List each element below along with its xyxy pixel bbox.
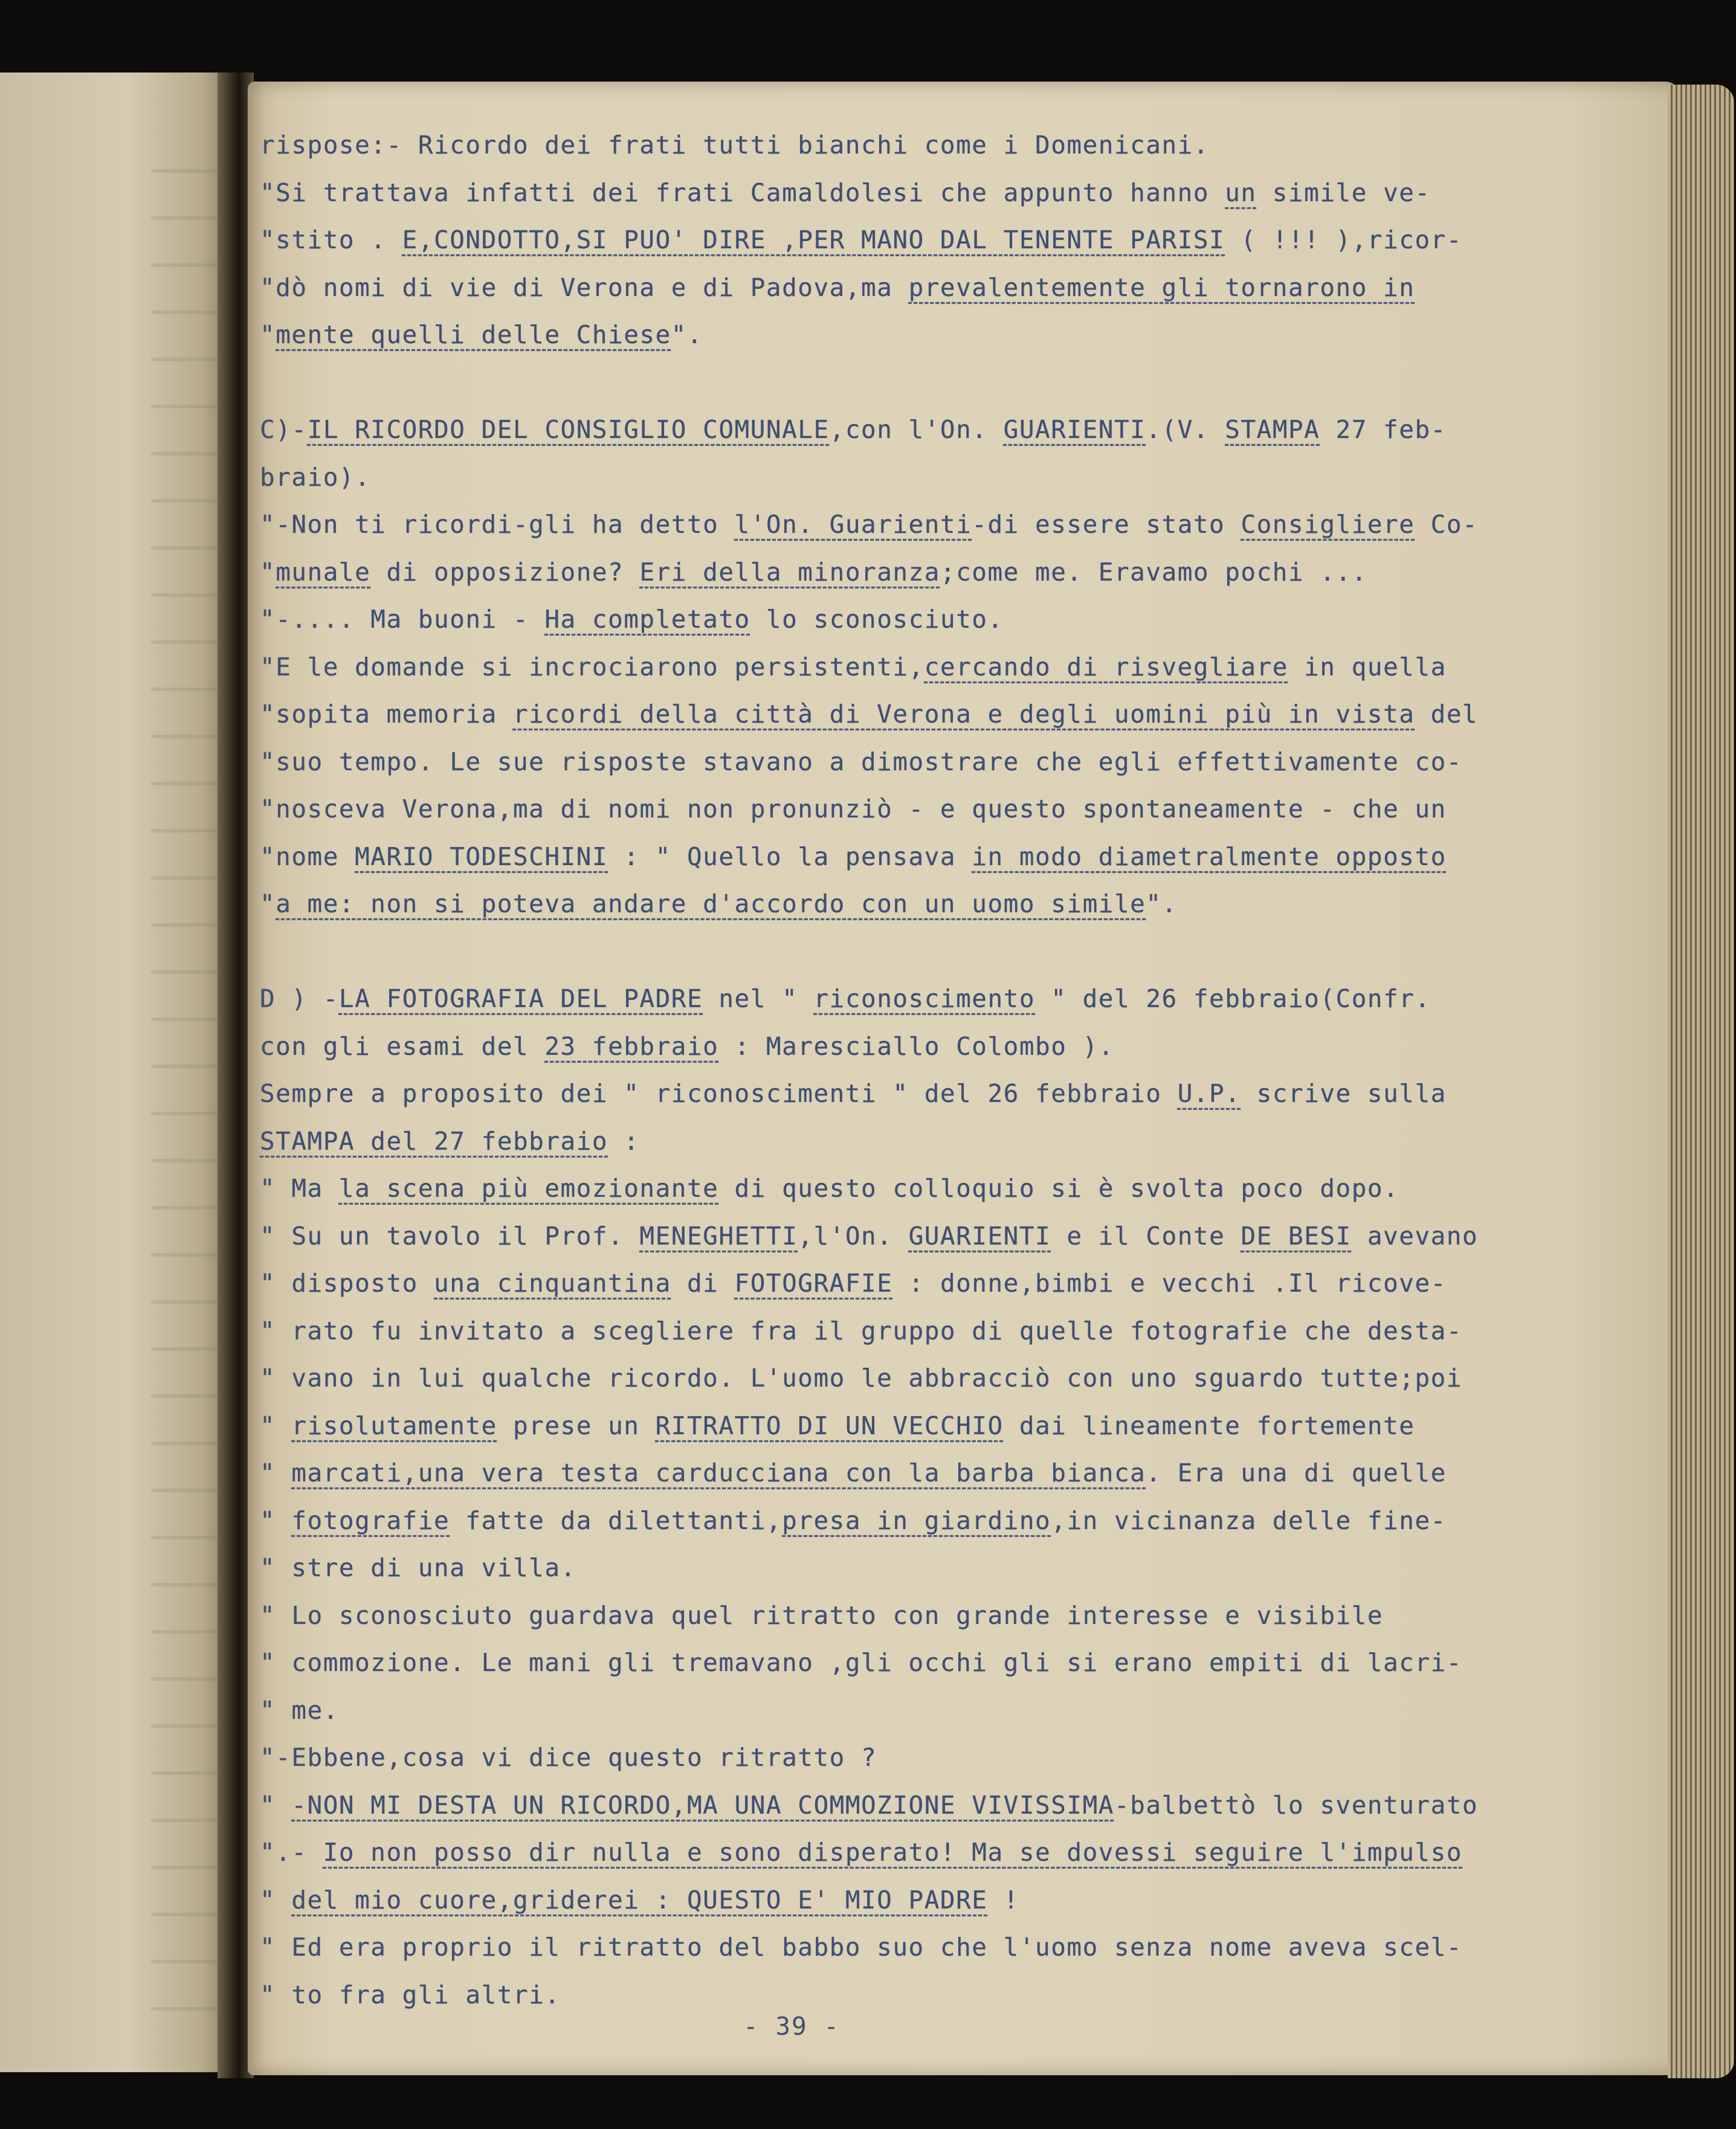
text-segment: -balbettò lo sventurato [1114, 1790, 1479, 1820]
text-segment: Co- [1415, 510, 1479, 539]
text-segment: " Lo sconosciuto guardava quel ritratto con grande interesse e visibile [260, 1600, 1384, 1630]
text-segment: 27 feb- [1320, 415, 1447, 444]
text-segment: " stre di una villa. [260, 1553, 576, 1582]
text-line [260, 1363, 1462, 1393]
text-segment: con gli esami del [260, 1031, 545, 1061]
underlined-segment: cercando di risvegliare [924, 652, 1288, 681]
text-line [260, 320, 703, 350]
underlined-segment: RITRATTO DI UN VECCHIO [655, 1411, 1004, 1440]
underlined-segment: Ha completato [544, 605, 750, 634]
text-segment: "Si trattava infatti dei frati Camaldolesi che appunto hanno [260, 178, 1225, 207]
text-segment: " [260, 1458, 292, 1487]
text-segment: ,l'On. [798, 1221, 909, 1251]
text-segment: " [260, 889, 276, 918]
text-segment: ,con l'On. [829, 415, 1004, 444]
text-line [260, 652, 1447, 682]
underlined-segment: un [1225, 178, 1257, 207]
underlined-segment: STAMPA [1225, 415, 1320, 444]
text-segment: " [260, 1790, 292, 1820]
underlined-segment: GUARIENTI [908, 1221, 1051, 1251]
page-edges [1668, 85, 1734, 2078]
text-segment: e il Conte [1051, 1221, 1241, 1251]
text-line [260, 1980, 561, 2010]
underlined-segment: MENEGHETTI [639, 1221, 798, 1251]
text-line [260, 1600, 1383, 1631]
text-line [260, 414, 1447, 445]
text-segment: dai lineamente fortemente [1003, 1411, 1415, 1440]
text-line [260, 842, 1447, 872]
text-segment: D ) - [260, 984, 339, 1013]
text-segment: "nome [260, 842, 355, 871]
text-line [260, 1506, 1447, 1536]
text-segment: di opposizione? [370, 557, 640, 587]
underlined-segment: -NON MI DESTA UN RICORDO,MA UNA COMMOZIONE VIVISSIMA [291, 1790, 1114, 1820]
text-segment: ( !!! ),ricor- [1225, 225, 1463, 254]
text-segment: "-Non ti ricordi-gli ha detto [260, 510, 735, 539]
underlined-segment: STAMPA del 27 febbraio [260, 1126, 608, 1156]
underlined-segment: Consigliere [1241, 510, 1415, 539]
text-line [260, 1031, 1114, 1061]
text-segment: .(V. [1146, 415, 1225, 444]
text-line [260, 1126, 639, 1156]
text-line [260, 1458, 1447, 1488]
underlined-segment: U.P. [1177, 1079, 1241, 1108]
text-segment: " del 26 febbraio(Confr. [1035, 984, 1431, 1013]
underlined-segment: ricordi della città di Verona e degli uomini più in vista [512, 700, 1415, 729]
text-segment: " me. [260, 1695, 339, 1725]
text-segment: scrive sulla [1241, 1079, 1447, 1108]
text-segment: " [260, 320, 276, 349]
text-line [260, 1790, 1478, 1820]
text-segment: "-Ebbene,cosa vi dice questo ritratto ? [260, 1743, 877, 1772]
text-segment: ;come me. Eravamo pochi ... [940, 557, 1367, 587]
text-segment: prese un [497, 1411, 656, 1440]
text-segment: " Ed era proprio il ritratto del babbo suo che l'uomo senza nome aveva scel- [260, 1933, 1462, 1962]
text-line [260, 1885, 1019, 1915]
underlined-segment: risolutamente [291, 1411, 497, 1440]
text-segment: " commozione. Le mani gli tremavano ,gli occhi gli si erano empiti di lacri- [260, 1648, 1462, 1677]
text-segment: " disposto [260, 1269, 434, 1298]
underlined-segment: Io non posso dir nulla e sono disperato! Ma se dovessi seguire l'impulso [323, 1838, 1463, 1867]
text-segment: in quella [1288, 652, 1447, 681]
text-line [260, 557, 1367, 587]
underlined-segment: riconoscimento [813, 984, 1036, 1013]
text-segment: ". [1146, 889, 1178, 918]
text-segment: lo sconosciuto. [750, 605, 1004, 634]
underlined-segment: marcati,una vera testa carducciana con la barba bianca [291, 1458, 1146, 1487]
underlined-segment: 23 febbraio [544, 1031, 719, 1061]
text-segment: del [1415, 700, 1479, 729]
text-segment: ".- [260, 1838, 323, 1867]
text-line [260, 178, 1431, 208]
text-segment: di questo colloquio si è svolta poco dopo. [718, 1174, 1399, 1203]
text-line [260, 509, 1478, 539]
text-segment: " Ma [260, 1174, 339, 1203]
text-line [260, 1553, 576, 1583]
text-line [260, 747, 1462, 777]
underlined-segment: fotografie [291, 1506, 450, 1535]
underlined-segment: la scena più emozionante [338, 1174, 719, 1203]
text-segment: "nosceva Verona,ma di nomi non pronunziò - e questo spontaneamente - che un [260, 794, 1447, 823]
text-line [260, 1837, 1462, 1867]
text-segment: " [260, 1885, 292, 1915]
text-segment: : Maresciallo Colombo ). [718, 1031, 1114, 1061]
text-line [260, 699, 1478, 729]
underlined-segment: a me: non si poteva andare d'accordo con un uomo simile [276, 889, 1146, 918]
text-line [260, 794, 1447, 824]
underlined-segment: mente quelli delle Chiese [276, 320, 671, 349]
text-line [260, 889, 1178, 919]
text-segment: "E le domande si incrociarono persistenti, [260, 652, 924, 681]
text-line [260, 130, 1209, 160]
text-segment: nel " [703, 984, 814, 1013]
text-line [260, 1695, 339, 1725]
text-segment: -di essere stato [972, 510, 1241, 539]
text-segment: " [260, 557, 276, 587]
underlined-segment: IL RICORDO DEL CONSIGLIO COMUNALE [307, 415, 830, 444]
text-line [260, 604, 1004, 634]
text-segment: "sopita memoria [260, 700, 513, 729]
text-segment: " to fra gli altri. [260, 1980, 561, 2009]
underlined-segment: munale [276, 557, 371, 587]
text-segment: " Su un tavolo il Prof. [260, 1221, 640, 1251]
text-line [260, 1316, 1462, 1346]
text-segment: "dò nomi di vie di Verona e di Padova,ma [260, 272, 909, 302]
text-line [260, 1932, 1462, 1962]
text-segment: braio). [260, 462, 371, 492]
text-segment: . Era una di quelle [1146, 1458, 1447, 1487]
text-segment: C)- [260, 415, 308, 444]
underlined-segment: l'On. Guarienti [734, 510, 972, 539]
text-segment: ! [987, 1885, 1019, 1915]
text-segment: : [608, 1126, 640, 1156]
text-segment: : " Quello la pensava [608, 842, 972, 871]
text-segment: rispose:- Ricordo dei frati tutti bianchi come i Domenicani. [260, 130, 1210, 159]
text-line [260, 272, 1415, 303]
text-segment: di [671, 1269, 735, 1298]
text-line [260, 1221, 1478, 1251]
text-line [260, 1411, 1415, 1441]
text-line [260, 1173, 1399, 1203]
text-line [260, 225, 1462, 255]
text-segment: ,in vicinanza delle fine- [1051, 1506, 1447, 1535]
text-segment: " [260, 1506, 292, 1535]
underlined-segment: una cinquantina [434, 1269, 671, 1298]
underlined-segment: del mio cuore,griderei : QUESTO E' MIO PADRE [291, 1885, 988, 1915]
text-line [260, 1268, 1447, 1298]
underlined-segment: in modo diametralmente opposto [972, 842, 1447, 871]
underlined-segment: FOTOGRAFIE [734, 1269, 893, 1298]
text-segment: Sempre a proposito dei " riconoscimenti " del 26 febbraio [260, 1079, 1178, 1108]
underlined-segment: presa in giardino [782, 1506, 1051, 1535]
text-line [260, 984, 1431, 1014]
underlined-segment: LA FOTOGRAFIA DEL PADRE [338, 984, 703, 1013]
underlined-segment: GUARIENTI [1003, 415, 1146, 444]
text-segment: " vano in lui qualche ricordo. L'uomo le abbracciò con uno sguardo tutte;poi [260, 1364, 1462, 1393]
text-line [260, 1647, 1462, 1678]
text-segment: ". [671, 320, 703, 349]
underlined-segment: E,CONDOTTO,SI PUO' DIRE ,PER MANO DAL TENENTE PARISI [402, 225, 1225, 254]
text-line [260, 1078, 1447, 1109]
text-segment: : donne,bimbi e vecchi .Il ricove- [892, 1269, 1447, 1298]
underlined-segment: Eri della minoranza [639, 557, 940, 587]
underlined-segment: MARIO TODESCHINI [355, 842, 608, 871]
underlined-segment: DE BESI [1241, 1221, 1352, 1251]
text-segment: "suo tempo. Le sue risposte stavano a dimostrare che egli effettivamente co- [260, 747, 1462, 776]
text-segment: avevano [1351, 1221, 1479, 1251]
page-number: - 39 - [743, 2012, 841, 2041]
text-segment: simile ve- [1256, 178, 1431, 207]
text-line [260, 1742, 877, 1773]
text-segment: "stito . [260, 225, 402, 254]
text-segment: " [260, 1411, 292, 1440]
text-segment: fatte da dilettanti, [450, 1506, 782, 1535]
underlined-segment: prevalentemente gli tornarono in [908, 272, 1415, 302]
text-segment: " rato fu invitato a scegliere fra il gruppo di quelle fotografie che desta- [260, 1316, 1462, 1345]
text-line [260, 462, 370, 492]
left-page-show-through [151, 169, 224, 2012]
text-segment: "-.... Ma buoni - [260, 605, 545, 634]
